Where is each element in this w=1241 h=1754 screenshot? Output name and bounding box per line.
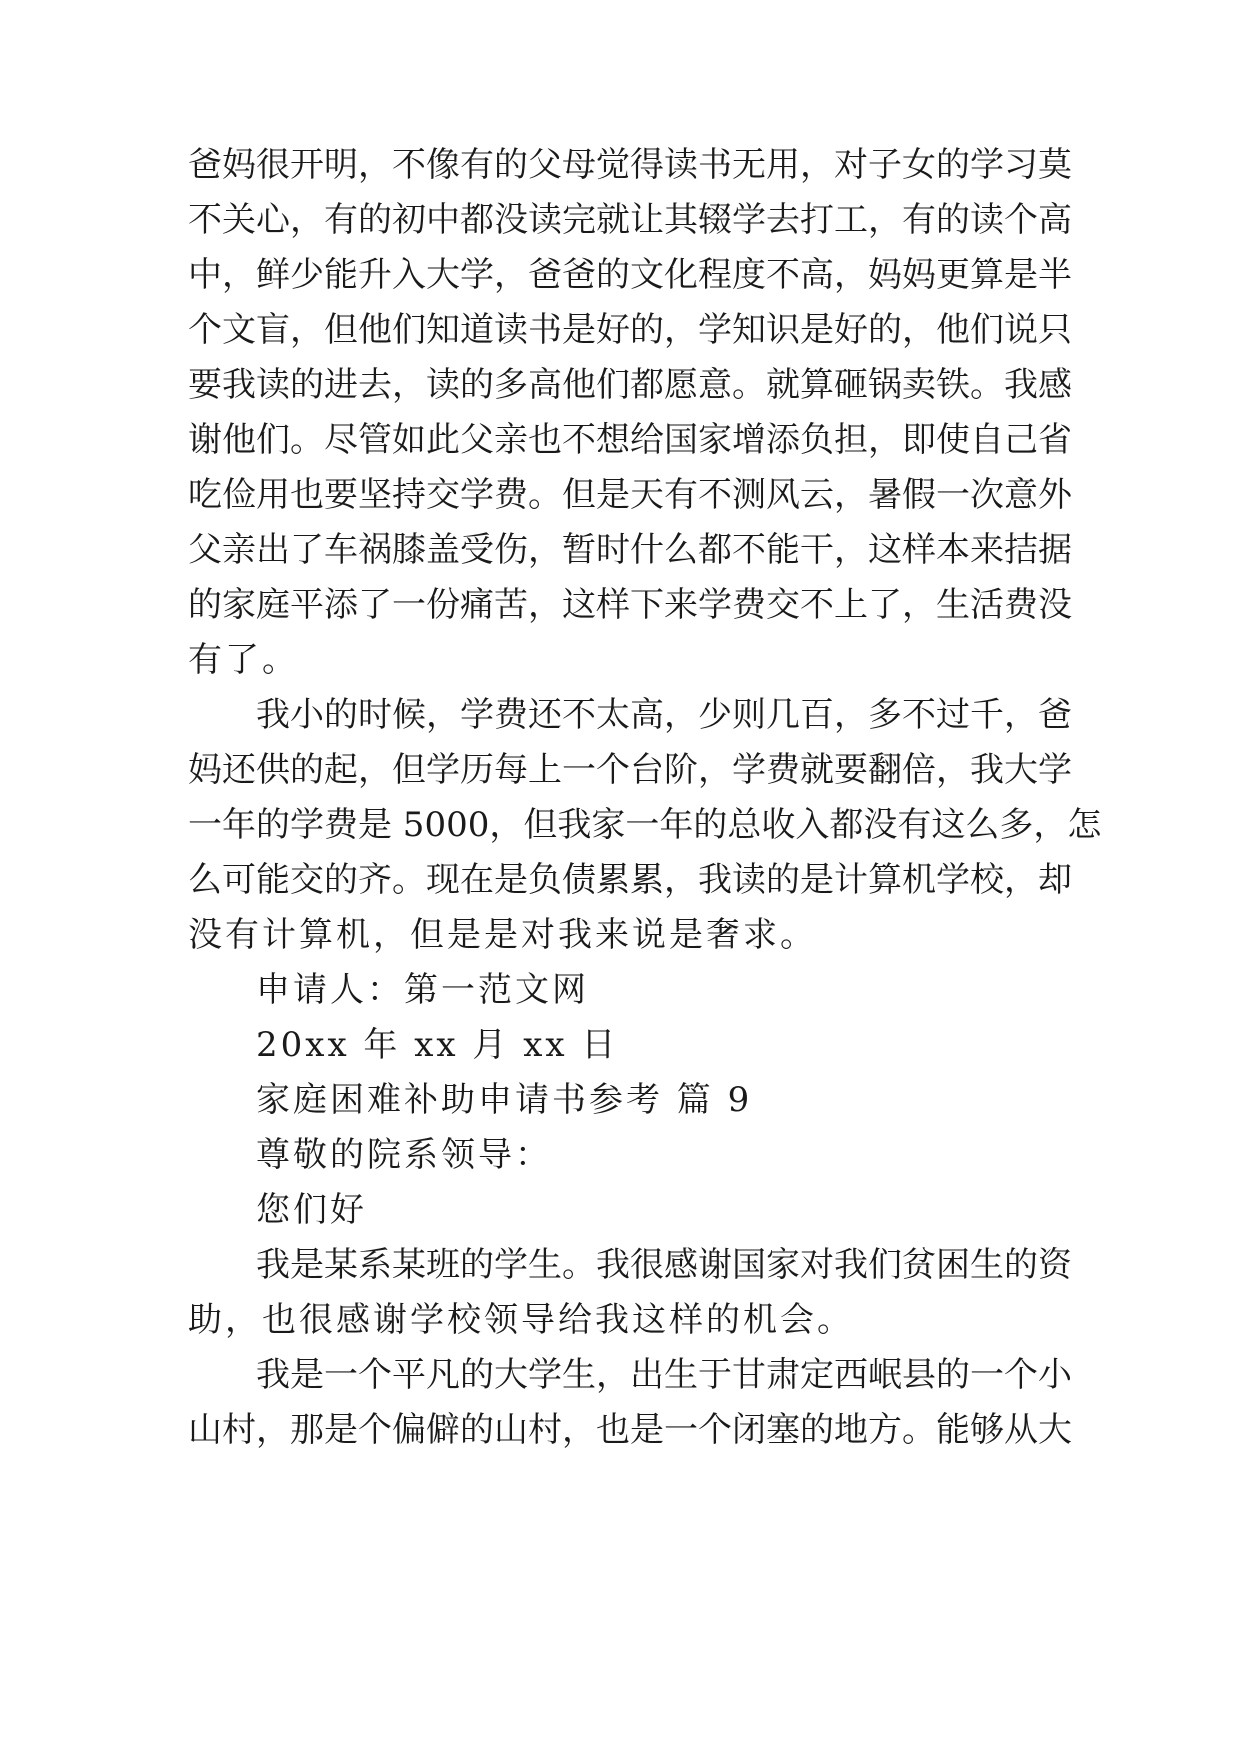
- paragraph-line: 么可能交的齐。现在是负债累累，我读的是计算机学校，却: [188, 860, 1072, 900]
- paragraph-line: 一年的学费是 5000，但我家一年的总收入都没有这么多，怎: [188, 805, 1102, 845]
- section-title: 家庭困难补助申请书参考 篇 9: [256, 1080, 753, 1120]
- paragraph-line: 父亲出了车祸膝盖受伤，暂时什么都不能干，这样本来拮据: [188, 530, 1072, 570]
- paragraph-line: 妈还供的起，但学历每上一个台阶，学费就要翻倍，我大学: [188, 750, 1072, 790]
- paragraph-line: 没有计算机，但是是对我来说是奢求。: [188, 915, 817, 955]
- applicant-line: 申请人：第一范文网: [256, 970, 589, 1010]
- paragraph-line: 中，鲜少能升入大学，爸爸的文化程度不高，妈妈更算是半: [188, 255, 1072, 295]
- date-line: 20xx 年 xx 月 xx 日: [256, 1025, 619, 1065]
- paragraph-line: 山村，那是个偏僻的山村，也是一个闭塞的地方。能够从大: [188, 1410, 1072, 1450]
- paragraph-line: 不关心，有的初中都没读完就让其辍学去打工，有的读个高: [188, 200, 1072, 240]
- paragraph-line: 要我读的进去，读的多高他们都愿意。就算砸锅卖铁。我感: [188, 365, 1072, 405]
- paragraph-line: 吃俭用也要坚持交学费。但是天有不测风云，暑假一次意外: [188, 475, 1072, 515]
- paragraph-line: 我小的时候，学费还不太高，少则几百，多不过千，爸: [256, 695, 1072, 735]
- greeting: 您们好: [256, 1190, 367, 1230]
- paragraph-line: 的家庭平添了一份痛苦，这样下来学费交不上了，生活费没: [188, 585, 1072, 625]
- paragraph-line: 我是一个平凡的大学生，出生于甘肃定西岷县的一个小: [256, 1355, 1072, 1395]
- paragraph-line: 有了。: [188, 640, 299, 680]
- paragraph-line: 爸妈很开明，不像有的父母觉得读书无用，对子女的学习莫: [188, 145, 1072, 185]
- paragraph-line: 我是某系某班的学生。我很感谢国家对我们贫困生的资: [256, 1245, 1072, 1285]
- paragraph-line: 谢他们。尽管如此父亲也不想给国家增添负担，即使自己省: [188, 420, 1072, 460]
- salutation: 尊敬的院系领导：: [256, 1135, 552, 1175]
- paragraph-line: 个文盲，但他们知道读书是好的，学知识是好的，他们说只: [188, 310, 1072, 350]
- paragraph-line: 助，也很感谢学校领导给我这样的机会。: [188, 1300, 854, 1340]
